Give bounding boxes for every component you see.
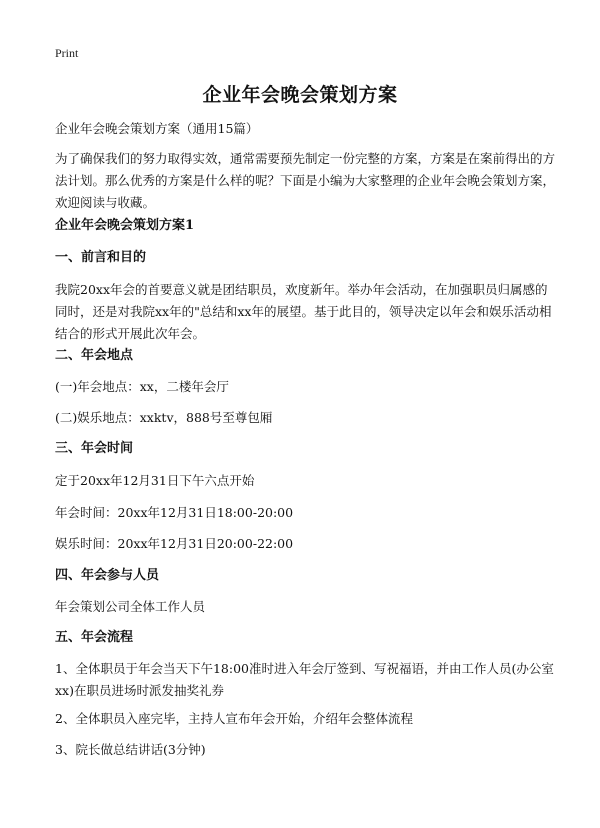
paragraph-venue-1: (一)年会地点：xx，二楼年会厅 bbox=[55, 379, 229, 394]
page-title: 企业年会晚会策划方案 bbox=[202, 84, 398, 106]
heading-process: 五、年会流程 bbox=[55, 630, 134, 645]
subtitle: 企业年会晚会策划方案（通用15篇） bbox=[55, 121, 259, 136]
heading-participants: 四、年会参与人员 bbox=[55, 568, 160, 583]
paragraph-time-1: 定于20xx年12月31日下午六点开始 bbox=[55, 473, 255, 488]
heading-preface: 一、前言和目的 bbox=[55, 250, 147, 265]
paragraph-process-3: 3、院长做总结讲话(3分钟) bbox=[55, 742, 206, 757]
intro-paragraph: 为了确保我们的努力取得实效，通常需要预先制定一份完整的方案，方案是在案前得出的方法计划。那么优秀的方案是什么样的呢？下面是小编为大家整理的企业年会晚会策划方案，欢迎阅读与收藏。 bbox=[55, 151, 556, 210]
section-title: 企业年会晚会策划方案1 bbox=[55, 218, 195, 233]
paragraph-participants: 年会策划公司全体工作人员 bbox=[55, 599, 206, 614]
paragraph-venue-2: (二)娱乐地点：xxktv，888号至尊包厢 bbox=[55, 410, 273, 425]
paragraph-time-2: 年会时间：20xx年12月31日18:00-20:00 bbox=[55, 505, 294, 520]
paragraph-time-3: 娱乐时间：20xx年12月31日20:00-22:00 bbox=[55, 536, 294, 551]
paragraph-process-1: 1、全体职员于年会当天下午18:00准时进入年会厅签到、写祝福语，并由工作人员(办公室xx)在职员进场时派发抽奖礼券 bbox=[55, 661, 554, 698]
print-link[interactable]: Print bbox=[55, 46, 79, 60]
heading-time: 三、年会时间 bbox=[55, 441, 134, 456]
paragraph-process-2: 2、全体职员入座完毕，主持人宣布年会开始，介绍年会整体流程 bbox=[55, 711, 413, 726]
heading-venue: 二、年会地点 bbox=[55, 348, 134, 363]
paragraph-preface: 我院20xx年会的首要意义就是团结职员，欢度新年。举办年会活动，在加强职员归属感的同时，还是对我院xx年的"总结和xx年的展望。基于此目的，领导决定以年会和娱乐活动相结合的形式开展此次年会。 bbox=[55, 282, 552, 341]
